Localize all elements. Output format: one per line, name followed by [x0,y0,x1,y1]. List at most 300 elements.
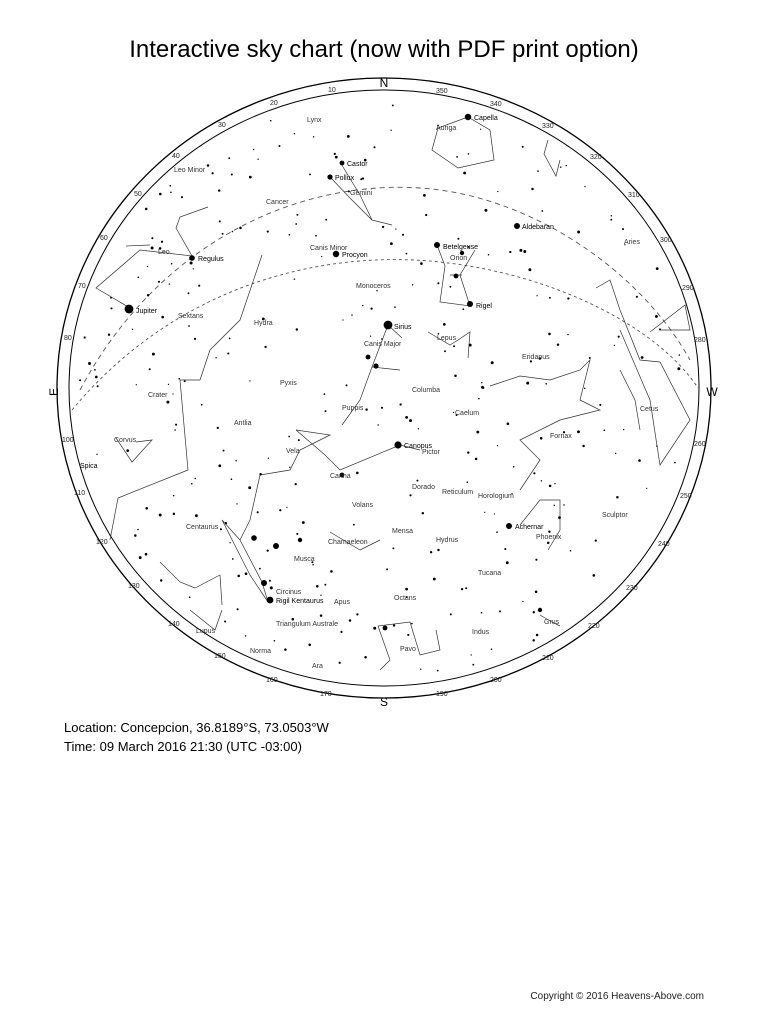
faint-star [616,496,619,499]
faint-star [249,380,250,381]
az-260: 260 [694,441,706,448]
const-chamaeleon: Chamaeleon [328,539,368,546]
faint-star [494,513,495,514]
const-auriga: Auriga [436,125,457,132]
faint-star [295,223,297,225]
const-pictor: Pictor [422,449,440,456]
faint-star [480,129,481,130]
const-apus: Apus [334,599,350,606]
star-aldebaran [514,223,520,229]
faint-star [457,238,459,240]
faint-star [356,613,358,615]
horizon-outer-ring [57,78,711,698]
faint-star [589,357,591,359]
faint-star [636,296,638,298]
faint-star [147,266,148,267]
faint-star [139,556,142,559]
faint-star [409,494,411,496]
faint-star [522,601,523,602]
faint-star [294,278,295,279]
faint-star [108,333,110,335]
faint-star [232,231,234,233]
faint-star [218,189,220,191]
faint-star [245,635,247,637]
faint-star [638,459,641,462]
faint-star [570,550,572,552]
faint-star [160,579,162,581]
faint-star [231,173,233,175]
az-350: 350 [436,88,448,95]
faint-star [173,513,175,515]
faint-star [316,585,319,588]
faint-star [509,251,511,253]
faint-star [422,512,424,514]
const-tucana: Tucana [478,570,502,577]
faint-star [296,328,298,330]
faint-star [237,575,240,578]
az-80: 80 [64,335,72,342]
faint-star [541,210,543,212]
faint-star [674,462,676,464]
star-label-capella: Capella [474,115,498,122]
faint-star [659,328,661,330]
faint-star [547,542,549,544]
az-250: 250 [680,493,692,500]
faint-star [450,613,452,615]
faint-star [166,401,169,404]
faint-star [195,514,198,517]
faint-star [335,156,338,159]
faint-star [532,639,534,641]
star-label-castor: Castor [347,161,368,168]
star-mimosa [273,543,279,549]
faint-star [356,472,359,475]
faint-star [96,454,97,455]
faint-star [496,531,498,533]
copyright: Copyright © 2016 Heavens-Above.com [530,991,704,1002]
const-reticulum: Reticulum [442,489,474,496]
faint-star [554,483,555,484]
faint-star [249,176,252,179]
faint-star [188,325,190,327]
faint-star [237,608,239,610]
star-pollux [327,174,332,179]
faint-star [433,578,436,581]
faint-star [373,627,376,630]
faint-star [519,249,522,252]
const-caelum: Caelum [455,410,480,417]
faint-star [145,553,148,556]
faint-star [393,624,395,626]
faint-star [412,284,413,285]
faint-star [284,648,287,651]
faint-star [211,172,213,174]
az-210: 210 [542,655,554,662]
faint-star [324,393,326,395]
faint-star [582,445,584,447]
faint-star [656,445,657,446]
faint-star [484,209,487,212]
const-leo-minor: Leo Minor [174,167,206,174]
faint-star [610,219,612,221]
const-octans: Octans [394,595,417,602]
faint-star [394,306,396,308]
faint-star [172,393,173,394]
star-hadar [261,580,267,586]
faint-star [641,356,644,359]
faint-star [279,145,281,147]
star-alnitak [454,274,459,279]
const-dorado: Dorado [412,484,435,491]
faint-star [603,429,605,431]
faint-star [94,369,96,371]
az-130: 130 [128,583,140,590]
const-canis-minor: Canis Minor [310,245,348,252]
const-pavo: Pavo [400,646,416,653]
faint-star [168,384,169,385]
star-label-pollux: Pollux [335,175,355,182]
star-label-regulus: Regulus [198,256,224,263]
faint-star [296,533,298,535]
faint-star [540,437,543,440]
faint-star [622,228,624,230]
faint-star [533,611,535,613]
faint-star [190,262,193,265]
faint-star [149,368,151,370]
az-30: 30 [218,122,226,129]
faint-star [175,424,177,426]
faint-star [468,153,470,155]
faint-star [423,194,426,197]
faint-star [169,185,171,187]
az-160: 160 [266,677,278,684]
faint-star [558,516,561,519]
faint-star [320,614,323,617]
cardinal-east: E [47,387,61,397]
star-peacock [383,626,388,631]
faint-star [548,530,550,532]
faint-star [615,453,616,454]
const-ara: Ara [312,663,323,670]
faint-star [646,488,647,489]
star-jupiter [125,305,134,314]
faint-star [453,412,454,413]
faint-star [288,436,290,438]
faint-star [136,384,137,385]
faint-star [420,669,421,670]
faint-star [592,574,595,577]
faint-star [295,483,297,485]
faint-star [110,307,112,309]
faint-star [392,547,394,549]
faint-star [456,156,458,158]
faint-star [364,656,367,659]
faint-star [229,338,231,340]
page-title: Interactive sky chart (now with PDF print option) [129,36,639,63]
faint-star [173,495,175,497]
faint-star [409,419,412,422]
const-indus: Indus [472,629,490,636]
faint-star [584,388,585,389]
star-label-procyon: Procyon [342,252,368,259]
const-grus: Grus [544,619,560,626]
const-gemini: Gemini [350,190,373,197]
const-pyxis: Pyxis [280,380,297,387]
faint-star [506,561,509,564]
faint-star [618,336,620,338]
faint-star [656,267,659,270]
faint-star [481,612,483,614]
faint-star [611,215,612,216]
faint-star [339,662,341,664]
faint-star [513,466,515,468]
faint-star [488,254,490,256]
const-lynx: Lynx [307,117,322,124]
faint-star [677,367,680,370]
faint-star [462,308,464,310]
const-sculptor: Sculptor [602,512,628,519]
star-alnair [538,608,542,612]
faint-star [161,241,163,243]
faint-star [330,570,333,573]
faint-stars [79,104,680,671]
faint-star [257,511,259,513]
faint-star [279,509,281,511]
faint-star [184,380,186,382]
az-50: 50 [134,191,142,198]
faint-star [554,505,556,507]
const-leo: Leo [158,249,170,256]
faint-star [567,297,569,299]
star-betelgeuse [434,242,440,248]
star-regulus [189,255,195,261]
faint-star [193,268,194,269]
faint-star [437,670,439,672]
faint-star [437,549,439,551]
faint-star [274,640,276,642]
faint-star [390,242,393,245]
faint-star [563,504,564,505]
faint-star [178,378,180,380]
star-label-betelgeuse: Betelgeuse [443,244,479,251]
az-310: 310 [628,192,640,199]
faint-star [399,403,401,405]
faint-star [549,297,551,299]
az-240: 240 [658,541,670,548]
faint-star [453,345,455,347]
faint-star [444,350,446,352]
faint-star [145,208,148,211]
const-cetus: Cetus [640,406,659,413]
faint-star [623,429,624,430]
faint-star [482,387,484,389]
faint-star [229,542,230,543]
const-columba: Columba [412,387,441,394]
faint-star [289,467,290,468]
faint-star [454,375,457,378]
faint-star [188,292,190,294]
faint-star [370,335,371,336]
faint-star [286,507,287,508]
location-line: Location: Concepcion, 36.8189°S, 73.0503°W [64,720,329,735]
faint-star [232,558,234,560]
sky-chart[interactable] [0,70,768,710]
faint-star [386,568,388,570]
faint-star [655,315,658,318]
faint-star [217,427,219,429]
faint-star [362,177,364,179]
faint-star [313,136,314,137]
faint-star [463,172,466,175]
faint-star [223,450,225,452]
faint-star [522,146,524,148]
faint-star [267,231,269,233]
faint-star [151,247,154,250]
faint-star [110,297,112,299]
az-330: 330 [542,123,554,130]
az-20: 20 [270,100,278,107]
faint-star [467,481,469,483]
faint-star [465,587,467,589]
faint-star [405,416,408,419]
az-120: 120 [96,539,108,546]
faint-star [147,294,149,296]
faint-star [88,362,91,365]
faint-star [347,135,350,138]
faint-star [161,316,164,319]
faint-star [478,398,480,400]
az-220: 220 [588,623,600,630]
faint-star [405,588,408,591]
star-acrux [251,535,257,541]
star-castor [340,161,345,166]
horizon-inner-ring [69,90,699,686]
const-hydrus: Hydrus [436,537,459,544]
faint-star [194,478,196,480]
faint-star [151,237,153,239]
faint-star [84,336,86,338]
star-label-rigel: Rigel [476,303,492,310]
faint-star [222,233,224,235]
az-100: 100 [62,437,74,444]
az-190: 190 [436,691,448,698]
faint-star [491,648,493,650]
faint-star [378,424,379,425]
const-norma: Norma [250,648,272,655]
faint-star [430,551,432,553]
faint-star [174,429,176,431]
faint-star [351,314,352,315]
faint-star [381,407,383,409]
const-circinus: Circinus [276,589,302,596]
star-labels [80,115,554,605]
faint-star [472,664,474,666]
faint-star [320,595,321,596]
faint-star [170,192,172,194]
const-canis-major: Canis Major [364,341,402,348]
faint-star [437,282,439,284]
const-phoenix: Phoenix [536,534,562,541]
faint-star [342,319,343,320]
faint-star [189,596,191,598]
stars [125,114,543,631]
const-mensa: Mensa [392,528,414,535]
const-musca: Musca [294,556,315,563]
faint-star [198,285,200,287]
az-290: 290 [682,285,694,292]
faint-star [207,164,210,167]
faint-star [315,235,317,237]
cardinal-south: S [379,695,389,709]
faint-star [535,591,538,594]
faint-star [259,473,261,475]
faint-star [491,361,494,364]
faint-star [325,410,327,412]
faint-star [528,268,531,271]
az-150: 150 [214,653,226,660]
faint-star [334,153,336,155]
faint-star [507,422,510,425]
faint-star [411,623,413,625]
faint-star [309,173,311,175]
faint-star [376,290,377,291]
faint-star [567,334,568,335]
faint-star [169,283,170,284]
az-70: 70 [78,283,86,290]
faint-star [584,186,585,187]
const-antlia: Antlia [234,420,252,427]
faint-star [298,439,300,441]
faint-star [416,480,418,482]
az-340: 340 [490,101,502,108]
faint-star [159,193,162,196]
cardinal-north: N [379,76,389,90]
faint-star [537,170,539,172]
faint-star [549,485,552,488]
faint-star [531,188,533,190]
faint-star [407,634,409,636]
faint-star [289,234,291,236]
const-eridanus: Eridanus [522,354,550,361]
faint-star [171,263,173,265]
const-orion: Orion [450,255,468,262]
faint-star [79,379,81,381]
faint-star [181,196,183,198]
faint-star [523,250,526,253]
star-label-achernar: Achernar [515,524,544,531]
faint-star [159,514,162,517]
faint-star [467,451,469,453]
faint-star [535,559,537,561]
star-label-canopus: Canopus [404,443,433,450]
const-hydra: Hydra [254,320,273,327]
faint-star [373,146,375,148]
faint-star [191,483,193,485]
faint-star [526,382,529,385]
faint-star [533,472,535,474]
faint-star [231,478,233,480]
faint-star [560,166,562,168]
star-label-spica: Spica [80,463,98,470]
faint-star [134,534,137,537]
faint-star [450,286,452,288]
az-200: 200 [490,677,502,684]
faint-star [418,428,419,429]
faint-star [395,229,396,230]
az-230: 230 [626,585,638,592]
const-monoceros: Monoceros [356,283,391,290]
faint-star [475,458,478,461]
